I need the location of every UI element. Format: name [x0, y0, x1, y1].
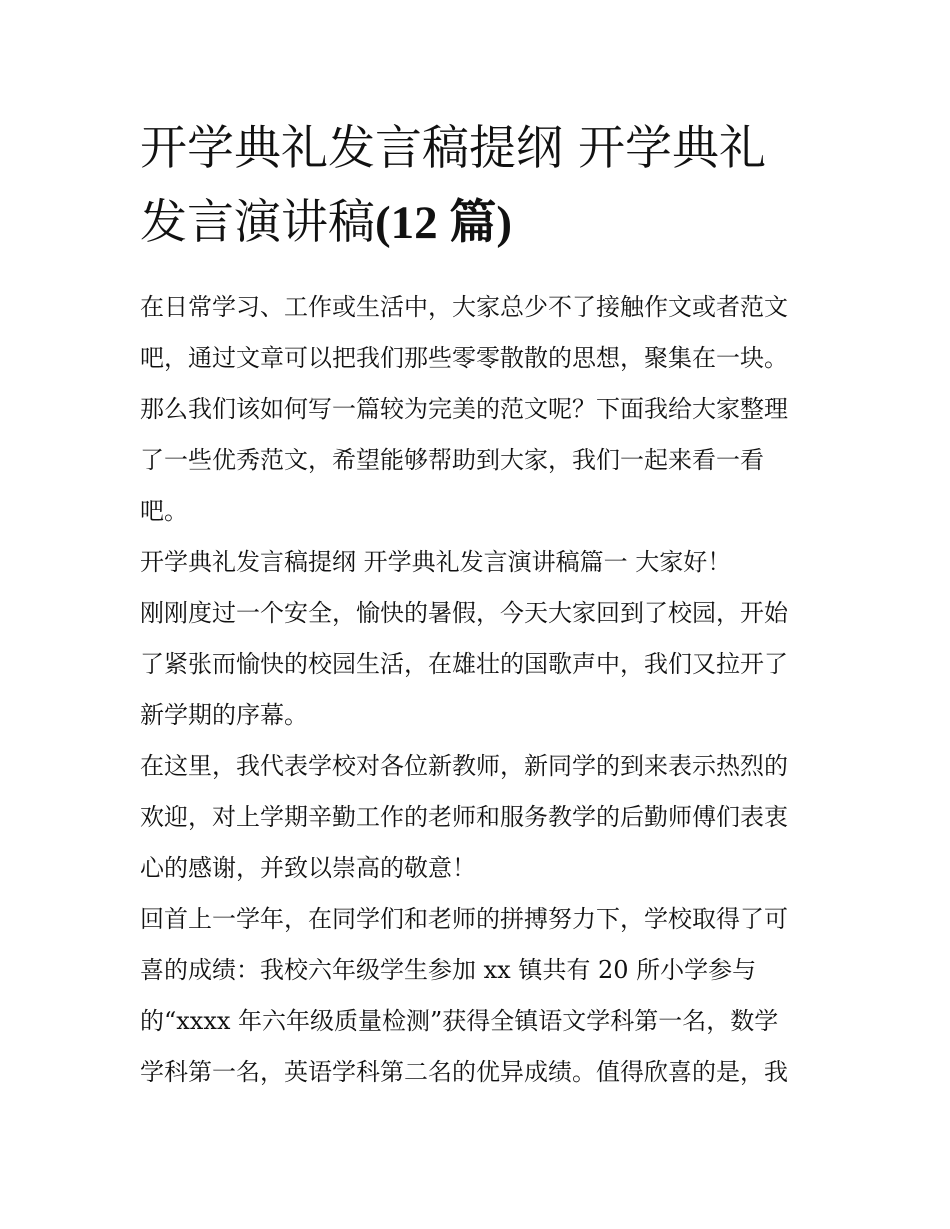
title-line-1: 开学典礼发言稿提纲 开学典礼 — [140, 121, 766, 176]
paragraph-line: 开学典礼发言稿提纲 开学典礼发言演讲稿篇一 大家好！ — [140, 548, 732, 576]
paragraph-intro — [140, 282, 820, 537]
paragraph-line: 喜的成绩：我校六年级学生参加 xx 镇共有 20 所小学参与 — [140, 956, 757, 984]
paragraph-line: 吧，通过文章可以把我们那些零零散散的思想，聚集在一块。 — [140, 344, 788, 372]
paragraph-line: 刚刚度过一个安全，愉快的暑假，今天大家回到了校园，开始 — [140, 599, 788, 627]
document-title — [140, 112, 820, 260]
title-line-2-suffix: (12 篇) — [375, 197, 513, 249]
paragraph-line: 在这里，我代表学校对各位新教师，新同学的到来表示热烈的 — [140, 752, 788, 780]
paragraph-line: 心的感谢，并致以崇高的敬意！ — [140, 854, 476, 882]
paragraph-line: 吧。 — [140, 497, 188, 525]
paragraph-line: 了紧张而愉快的校园生活，在雄壮的国歌声中，我们又拉开了 — [140, 650, 788, 678]
paragraph-line: 学科第一名，英语学科第二名的优异成绩。值得欣喜的是，我 — [140, 1058, 788, 1086]
paragraph-line: 的“xxxx 年六年级质量检测”获得全镇语文学科第一名，数学 — [140, 1007, 779, 1035]
paragraph-line: 那么我们该如何写一篇较为完美的范文呢？下面我给大家整理 — [140, 395, 788, 423]
paragraph-line: 回首上一学年，在同学们和老师的拼搏努力下，学校取得了可 — [140, 905, 788, 933]
paragraph-line: 欢迎，对上学期辛勤工作的老师和服务教学的后勤师傅们表衷 — [140, 803, 788, 831]
paragraph-body-2 — [140, 741, 820, 894]
paragraph-line: 了一些优秀范文，希望能够帮助到大家，我们一起来看一看 — [140, 446, 764, 474]
paragraph-line: 新学期的序幕。 — [140, 701, 308, 729]
paragraph-section-heading — [140, 537, 820, 588]
document-page — [140, 112, 820, 1098]
title-line-2 — [140, 186, 820, 260]
paragraph-body-1 — [140, 588, 820, 741]
title-line-2-main: 发言演讲稿 — [140, 195, 375, 250]
paragraph-body-3 — [140, 894, 820, 1098]
paragraph-line: 在日常学习、工作或生活中，大家总少不了接触作文或者范文 — [140, 293, 788, 321]
